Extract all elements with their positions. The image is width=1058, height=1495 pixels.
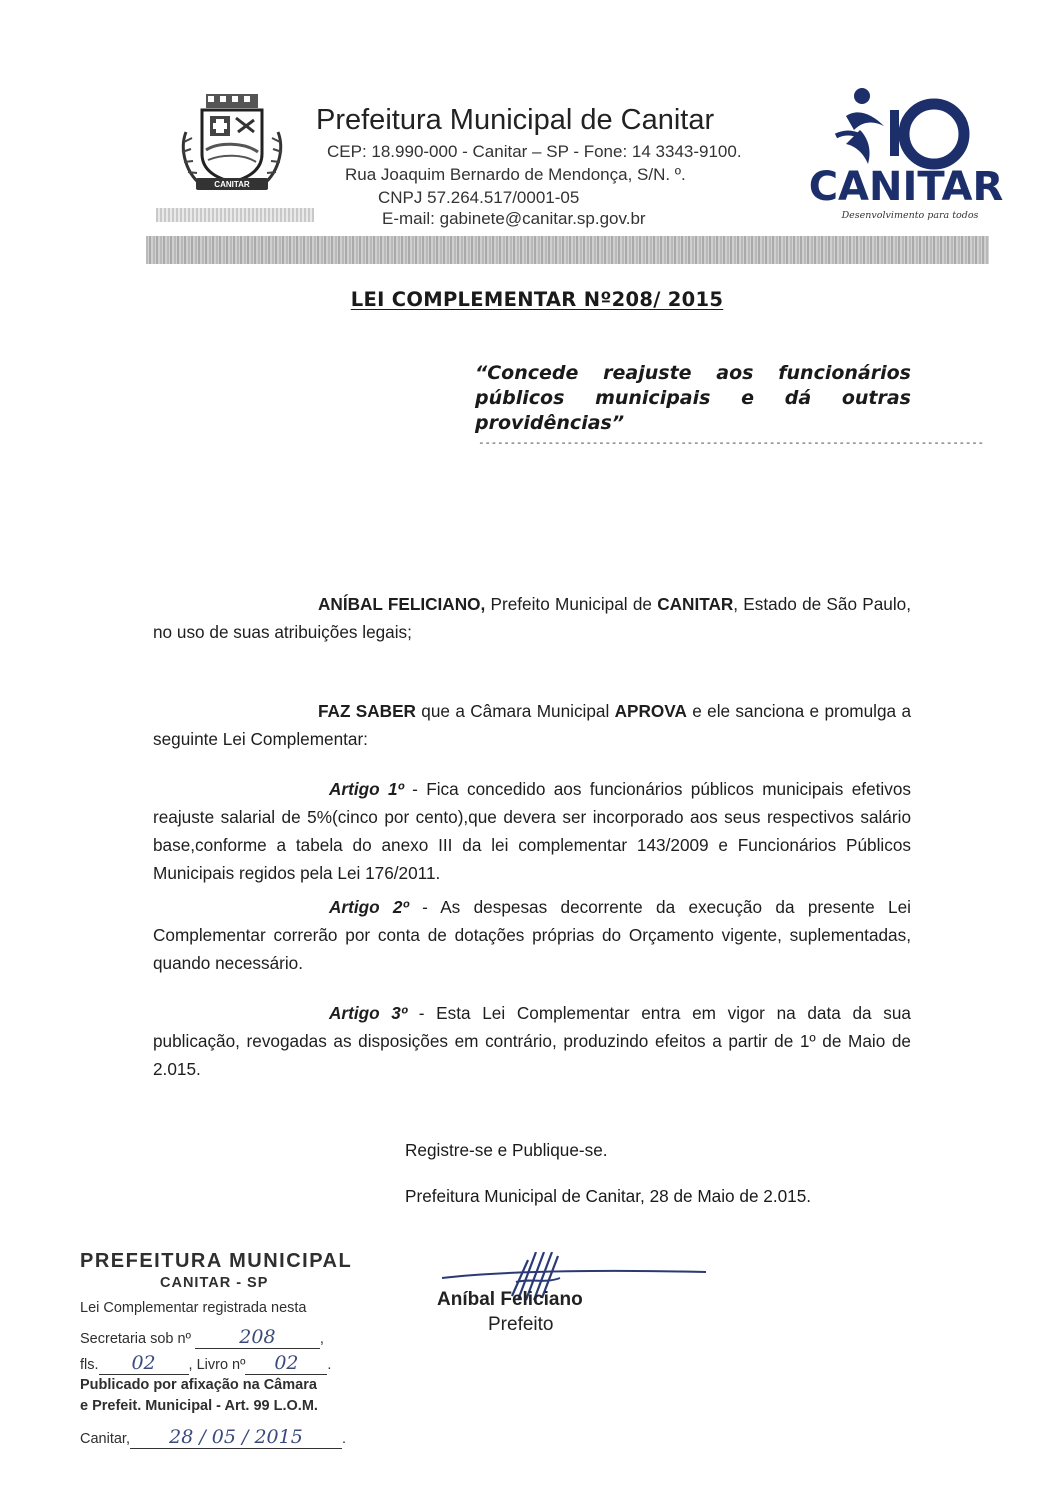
stamp-fls-label: fls.	[80, 1357, 99, 1373]
stamp-line-published: Publicado por afixação na Câmara	[80, 1377, 317, 1393]
stamp-fls-value: 02	[99, 1352, 189, 1375]
article-1-label: Artigo 1º	[329, 779, 404, 799]
enactment-text: que a Câmara Municipal	[415, 701, 615, 721]
enactment-text-end: e ele sanciona e promulga a seguinte Lei Complementar:	[153, 701, 912, 749]
article-3-label: Artigo 3º	[329, 1003, 408, 1023]
org-name: Prefeitura Municipal de Canitar	[316, 104, 715, 136]
registration-stamp	[77, 1246, 387, 1466]
stamp-line-article: e Prefeit. Municipal - Art. 99 L.O.M.	[80, 1398, 318, 1414]
header-address: Rua Joaquim Bernardo de Mendonça, S/N. º.	[345, 165, 686, 184]
preamble-paragraph	[153, 590, 911, 646]
stamp-city: CANITAR - SP	[160, 1275, 269, 1291]
stamp-date-value: 28 / 05 / 2015	[130, 1426, 342, 1449]
stamp-line-date: Canitar, 28 / 05 / 2015 .	[80, 1426, 347, 1448]
logo-word: CANITAR	[808, 164, 1004, 210]
preamble-text: Prefeito Municipal de	[485, 594, 658, 614]
stamp-livro-label: , Livro nº	[188, 1357, 246, 1373]
article-3	[153, 999, 911, 1083]
signer-role: Prefeito	[488, 1314, 554, 1335]
article-2	[153, 893, 911, 977]
stamp-date-label: Canitar,	[80, 1431, 130, 1447]
stamp-line-registered: Lei Complementar registrada nesta	[80, 1300, 307, 1316]
faz-saber-label: FAZ SABER	[318, 701, 416, 721]
article-3-text: - Esta Lei Complementar entra em vigor na data da sua publicação, revogadas as disposições em contrário, produzindo efeitos a partir de 1º de Maio de 2.015.	[153, 1003, 911, 1079]
stamp-title: PREFEITURA MUNICIPAL	[80, 1250, 353, 1272]
enactment-paragraph	[153, 697, 911, 753]
coat-banner-text: CANITAR	[214, 180, 250, 189]
registre-line: Registre-se e Publique-se.	[405, 1140, 608, 1160]
mayor-name: ANÍBAL FELICIANO,	[318, 594, 486, 614]
stamp-line-secretaria: Secretaria sob nº 208 ,	[80, 1326, 324, 1348]
summary-dashed-rule: --------------------------------------------------------------------------------	[478, 436, 984, 449]
place-and-date: Prefeitura Municipal de Canitar, 28 de Maio de 2.015.	[405, 1186, 812, 1206]
decorative-stripe	[156, 208, 314, 222]
preamble-text-end: , Estado de São Paulo, no uso de suas atribuições legais;	[153, 594, 911, 642]
signer-name: Aníbal Feliciano	[437, 1289, 583, 1310]
article-2-text: - As despesas decorrente da execução da presente Lei Complementar correrão por conta de dotações próprias do Orçamento vigente, suplementadas, quando necessário.	[153, 897, 911, 973]
coat-of-arms-icon	[178, 92, 286, 194]
header-email: E-mail: gabinete@canitar.sp.gov.br	[382, 209, 646, 228]
article-1	[153, 775, 911, 887]
header-cep-phone: CEP: 18.990-000 - Canitar – SP - Fone: 14 3343-9100.	[327, 142, 742, 161]
stamp-secretaria-label: Secretaria sob nº	[80, 1331, 191, 1347]
logo-slogan: Desenvolvimento para todos	[841, 210, 979, 221]
aprova-label: APROVA	[614, 701, 687, 721]
article-1-text: - Fica concedido aos funcionários públicos municipais efetivos reajuste salarial de 5%(cinco por cento),que devera ser incorporado aos seus respectivos salário base,conforme a tabela do anexo III da lei complementar 143/2009 e Funcionários Públicos Municipais regidos pela Lei 176/2011.	[153, 779, 911, 883]
canitar-logo-icon	[806, 86, 1006, 226]
stamp-livro-value: 02	[245, 1352, 327, 1375]
law-summary: “Concede reajuste aos funcionários públicos municipais e dá outras providências”	[475, 362, 911, 434]
stamp-line-fls-livro: fls. 02 , Livro nº 02 .	[80, 1352, 332, 1374]
city-name: CANITAR	[657, 594, 734, 614]
header-cnpj: CNPJ 57.264.517/0001-05	[378, 188, 580, 207]
stamp-secretaria-number: 208	[195, 1326, 320, 1349]
law-title: LEI COMPLEMENTAR Nº208/ 2015	[350, 288, 724, 311]
header-divider-bar	[146, 236, 989, 264]
article-2-label: Artigo 2º	[329, 897, 409, 917]
